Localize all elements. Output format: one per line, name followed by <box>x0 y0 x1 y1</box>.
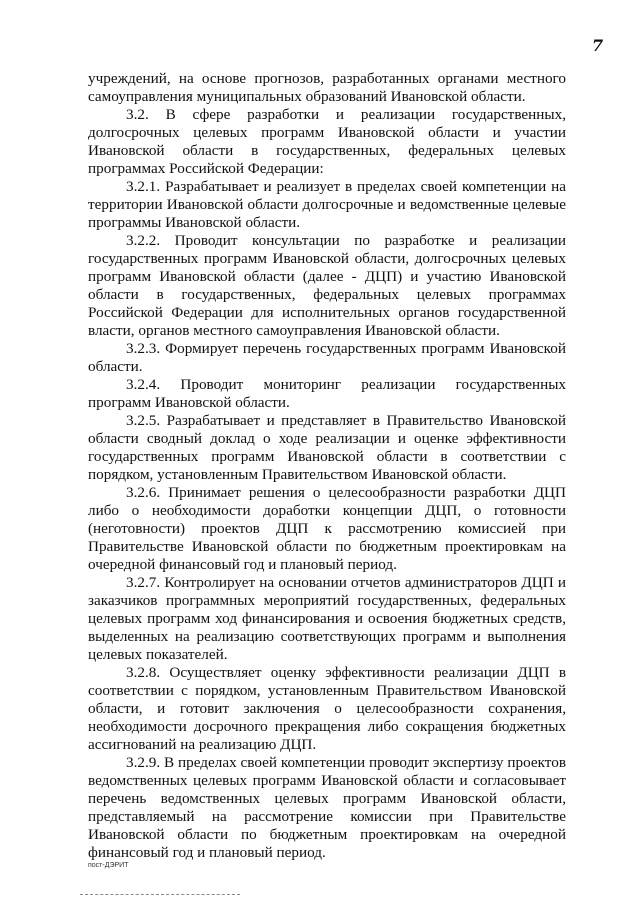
paragraph-3-2-7: 3.2.7. Контролирует на основании отчетов администраторов ДЦП и заказчиков программных мероприятий государственных, федеральных целевых программ ход финансирования и освоения бюджетных средств, выделенных на реализацию соответствующих программ и выполнения целевых показателей. <box>88 574 566 663</box>
paragraph-3-2-3: 3.2.3. Формирует перечень государственных программ Ивановской области. <box>88 340 566 375</box>
paragraph-3-2-9: 3.2.9. В пределах своей компетенции проводит экспертизу проектов ведомственных целевых программ Ивановской области и согласовывает перечень ведомственных целевых программ Ивановской области, представляемый на рассмотрение комиссии при Правительстве Ивановской области по бюджетным проектировкам на очередной финансовый год и плановый период. <box>88 754 566 861</box>
footer-divider <box>80 894 240 895</box>
paragraph-3-2-6: 3.2.6. Принимает решения о целесообразности разработки ДЦП либо о необходимости доработки концепции ДЦП, о готовности (неготовности) проектов ДЦП к рассмотрению комиссией при Правительстве Ивановской области по бюджетным проектировкам на очередной финансовый год и плановый период. <box>88 484 566 573</box>
page-number: 7 <box>592 36 604 55</box>
paragraph-3-2-1: 3.2.1. Разрабатывает и реализует в пределах своей компетенции на территории Ивановской области долгосрочные и ведомственные целевые программы Ивановской области. <box>88 178 566 231</box>
footer-document-code: пост-ДЭРИТ <box>88 862 129 869</box>
paragraph-continuation: учреждений, на основе прогнозов, разработанных органами местного самоуправления муниципальных образований Ивановской области. <box>88 70 566 105</box>
paragraph-3-2: 3.2. В сфере разработки и реализации государственных, долгосрочных целевых программ Ивановской области и участии Ивановской области в государственных, федеральных целевых программах Российской Федерации: <box>88 106 566 177</box>
paragraph-3-2-8: 3.2.8. Осуществляет оценку эффективности реализации ДЦП в соответствии с порядком, установленным Правительством Ивановской области, и готовит заключения о целесообразности сохранения, необходимости досрочного прекращения либо сокращения бюджетных ассигнований на реализацию ДЦП. <box>88 664 566 753</box>
paragraph-3-2-4: 3.2.4. Проводит мониторинг реализации государственных программ Ивановской области. <box>88 376 566 411</box>
document-body <box>88 70 566 862</box>
paragraph-3-2-5: 3.2.5. Разрабатывает и представляет в Правительство Ивановской области сводный доклад о ходе реализации и оценке эффективности государственных программ Ивановской области в соответствии с порядком, установленным Правительством Ивановской области. <box>88 412 566 483</box>
paragraph-3-2-2: 3.2.2. Проводит консультации по разработке и реализации государственных программ Ивановской области, долгосрочных целевых программ Ивановской области (далее - ДЦП) и участию Ивановской области в государственных, федеральных целевых программах Российской Федерации для исполнительных органов государственной власти, органов местного самоуправления Ивановской области. <box>88 232 566 339</box>
